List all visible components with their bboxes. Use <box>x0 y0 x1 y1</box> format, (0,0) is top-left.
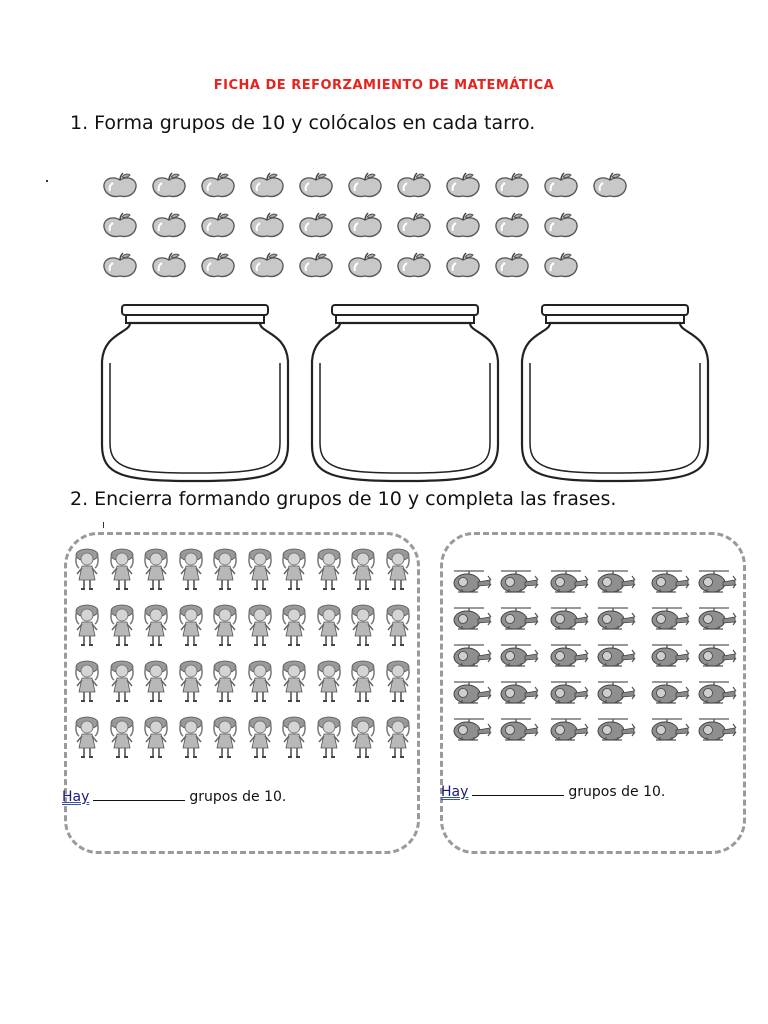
helicopter-icon <box>450 604 492 636</box>
helicopter-icon <box>695 604 737 636</box>
helicopter-icon <box>594 567 636 599</box>
doll-icon <box>350 602 376 652</box>
apple-icon <box>101 212 139 244</box>
doll-icon <box>74 658 100 708</box>
doll-icon <box>212 546 238 596</box>
apple-icon <box>346 212 384 244</box>
apple-icon <box>199 212 237 244</box>
apple-icon <box>493 172 531 204</box>
doll-icon <box>178 658 204 708</box>
sheet-title: FICHA DE REFORZAMIENTO DE MATEMÁTICA <box>213 78 555 93</box>
doll-icon <box>281 546 307 596</box>
apple-icon <box>493 252 531 284</box>
apple-icon <box>542 172 580 204</box>
helicopter-icon <box>695 678 737 710</box>
helicopter-icon <box>594 678 636 710</box>
dolls-sentence <box>62 788 286 805</box>
jar-icon <box>518 303 712 489</box>
helicopter-icon <box>695 641 737 673</box>
apple-icon <box>199 252 237 284</box>
doll-icon <box>247 658 273 708</box>
doll-icon <box>74 714 100 764</box>
helicopter-icon <box>497 567 539 599</box>
dolls-hay-word: Hay <box>62 789 90 805</box>
helicopter-icon <box>450 715 492 747</box>
doll-icon <box>385 602 411 652</box>
doll-icon <box>178 602 204 652</box>
apple-icon <box>297 212 335 244</box>
apple-icon <box>444 212 482 244</box>
apple-icon <box>346 252 384 284</box>
apple-icon <box>150 252 188 284</box>
doll-icon <box>247 714 273 764</box>
doll-icon <box>143 714 169 764</box>
helicopter-icon <box>547 567 589 599</box>
doll-icon <box>109 546 135 596</box>
doll-icon <box>385 714 411 764</box>
helicopter-icon <box>648 715 690 747</box>
doll-icon <box>212 658 238 708</box>
doll-icon <box>109 602 135 652</box>
apple-icon <box>150 172 188 204</box>
helicopter-icon <box>594 641 636 673</box>
helicopter-icon <box>547 641 589 673</box>
doll-icon <box>281 602 307 652</box>
apple-icon <box>248 252 286 284</box>
doll-icon <box>316 658 342 708</box>
apple-icon <box>542 212 580 244</box>
helicopter-icon <box>547 715 589 747</box>
helicopter-icon <box>594 604 636 636</box>
doll-icon <box>247 546 273 596</box>
dolls-sentence-rest: grupos de 10. <box>189 789 287 805</box>
apple-icon <box>444 172 482 204</box>
apple-icon <box>101 172 139 204</box>
helicopter-icon <box>695 567 737 599</box>
doll-icon <box>350 546 376 596</box>
apple-icon <box>297 172 335 204</box>
dolls-answer-blank[interactable] <box>93 788 185 801</box>
doll-icon <box>350 714 376 764</box>
question-2: 2. Encierra formando grupos de 10 y completa las frases. <box>70 488 617 510</box>
apple-icon <box>297 252 335 284</box>
apple-icon <box>395 172 433 204</box>
apple-icon <box>248 212 286 244</box>
helicopter-icon <box>648 678 690 710</box>
doll-icon <box>143 658 169 708</box>
helicopter-icon <box>594 715 636 747</box>
helicopter-icon <box>497 641 539 673</box>
helicopter-icon <box>648 567 690 599</box>
doll-icon <box>212 714 238 764</box>
helicopters-sentence <box>441 783 665 800</box>
helicopter-icon <box>450 567 492 599</box>
apple-icon <box>150 212 188 244</box>
stray-mark <box>103 522 104 528</box>
apple-icon <box>101 252 139 284</box>
doll-icon <box>385 546 411 596</box>
doll-icon <box>281 658 307 708</box>
helicopter-icon <box>497 678 539 710</box>
doll-icon <box>316 602 342 652</box>
apple-icon <box>248 172 286 204</box>
question-1: 1. Forma grupos de 10 y colócalos en cada tarro. <box>70 112 536 134</box>
apple-icon <box>199 172 237 204</box>
doll-icon <box>385 658 411 708</box>
stray-dot <box>46 180 48 182</box>
helicopters-hay-word: Hay <box>441 784 469 800</box>
helicopter-icon <box>547 604 589 636</box>
helicopter-icon <box>648 641 690 673</box>
doll-icon <box>143 602 169 652</box>
doll-icon <box>109 714 135 764</box>
doll-icon <box>178 546 204 596</box>
helicopter-icon <box>450 641 492 673</box>
jar-icon <box>308 303 502 489</box>
apple-icon <box>395 212 433 244</box>
apple-icon <box>346 172 384 204</box>
helicopter-icon <box>648 604 690 636</box>
doll-icon <box>316 546 342 596</box>
helicopter-icon <box>547 678 589 710</box>
doll-icon <box>247 602 273 652</box>
apple-icon <box>444 252 482 284</box>
helicopter-icon <box>450 678 492 710</box>
apple-icon <box>591 172 629 204</box>
doll-icon <box>143 546 169 596</box>
doll-icon <box>316 714 342 764</box>
apple-icon <box>542 252 580 284</box>
doll-icon <box>74 546 100 596</box>
helicopter-icon <box>695 715 737 747</box>
doll-icon <box>281 714 307 764</box>
apple-icon <box>493 212 531 244</box>
doll-icon <box>350 658 376 708</box>
helicopter-icon <box>497 604 539 636</box>
doll-icon <box>109 658 135 708</box>
helicopter-icon <box>497 715 539 747</box>
jar-icon <box>98 303 292 489</box>
doll-icon <box>74 602 100 652</box>
apple-icon <box>395 252 433 284</box>
helicopters-answer-blank[interactable] <box>472 783 564 796</box>
doll-icon <box>212 602 238 652</box>
doll-icon <box>178 714 204 764</box>
helicopters-sentence-rest: grupos de 10. <box>568 784 666 800</box>
